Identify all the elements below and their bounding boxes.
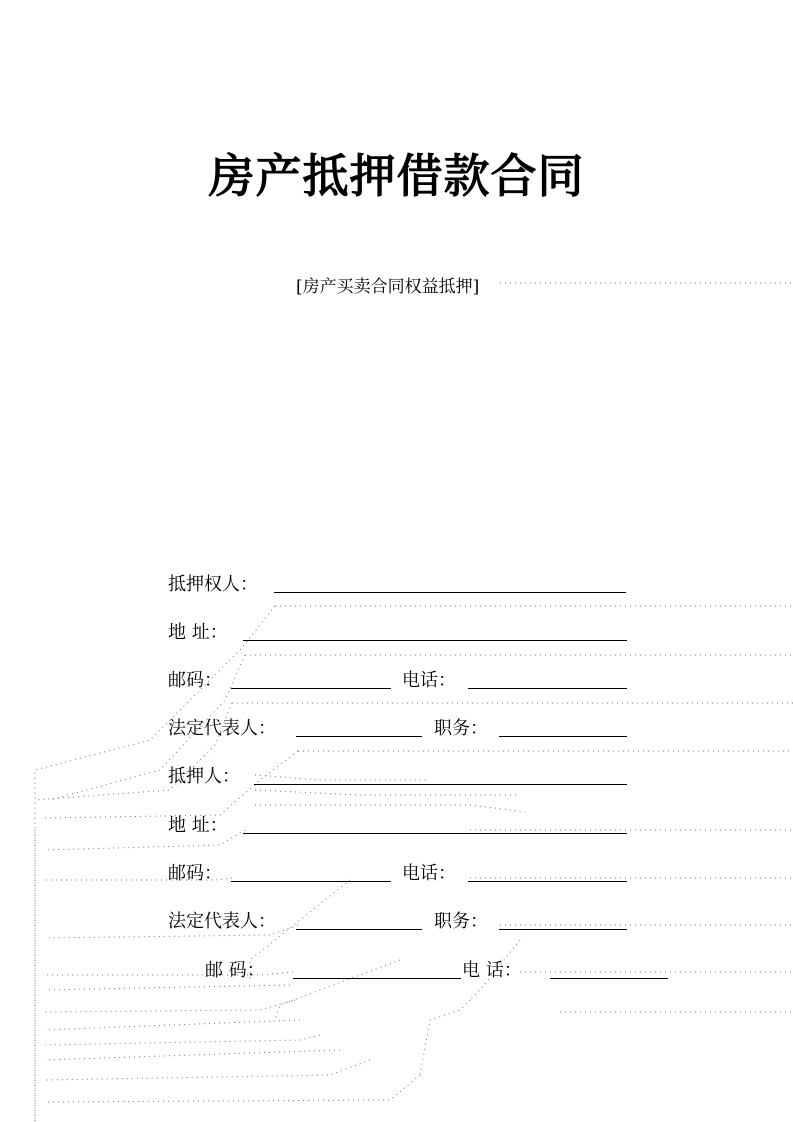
mortgagor-address-field[interactable] (243, 813, 627, 834)
mortgagor-name-row (168, 764, 628, 790)
mortgagor-legal-rep-field[interactable] (296, 909, 422, 930)
mortgagee-address-row (168, 620, 628, 646)
mortgagee-legal-rep-field[interactable] (296, 716, 422, 737)
mortgagor-postcode-field[interactable] (231, 861, 391, 882)
mortgagor-name-field[interactable] (254, 764, 627, 785)
extra-phone-label: 电 话： (462, 960, 522, 981)
document-title: 房产抵押借款合同 (208, 149, 585, 203)
mortgagee-address-field[interactable] (243, 620, 627, 641)
mortgagee-name-field[interactable] (274, 572, 626, 593)
mortgagee-position-field[interactable] (499, 716, 627, 737)
mortgagor-contact-row (168, 861, 628, 887)
mortgagee-contact-row (168, 668, 628, 694)
mortgagor-address-row (168, 813, 628, 839)
mortgagee-name-label: 抵押权人： (168, 574, 258, 595)
mortgagor-position-label: 职务： (434, 911, 488, 932)
extra-contact-row (205, 958, 675, 984)
mortgagee-legal-rep-row (168, 716, 628, 742)
mortgagor-address-label: 地 址： (168, 815, 228, 836)
mortgagor-legal-rep-row (168, 909, 628, 935)
mortgagor-phone-label: 电话： (402, 863, 456, 884)
document-subtitle: [房产买卖合同权益抵押] (296, 277, 480, 297)
extra-phone-field[interactable] (550, 958, 668, 979)
mortgagor-position-field[interactable] (499, 909, 627, 930)
mortgagor-phone-field[interactable] (468, 861, 627, 882)
mortgagor-legal-rep-label: 法定代表人： (168, 911, 276, 932)
extra-postcode-field[interactable] (293, 958, 461, 979)
mortgagor-postcode-label: 邮码： (168, 863, 222, 884)
mortgagee-legal-rep-label: 法定代表人： (168, 718, 276, 739)
mortgagee-postcode-label: 邮码： (168, 670, 222, 691)
mortgagee-phone-label: 电话： (402, 670, 456, 691)
mortgagee-postcode-field[interactable] (231, 668, 391, 689)
mortgagor-name-label: 抵押人： (168, 766, 240, 787)
extra-postcode-label: 邮 码： (205, 960, 265, 981)
mortgagee-name-row (168, 572, 628, 598)
mortgagee-address-label: 地 址： (168, 622, 228, 643)
mortgagee-phone-field[interactable] (468, 668, 627, 689)
mortgagee-position-label: 职务： (434, 718, 488, 739)
